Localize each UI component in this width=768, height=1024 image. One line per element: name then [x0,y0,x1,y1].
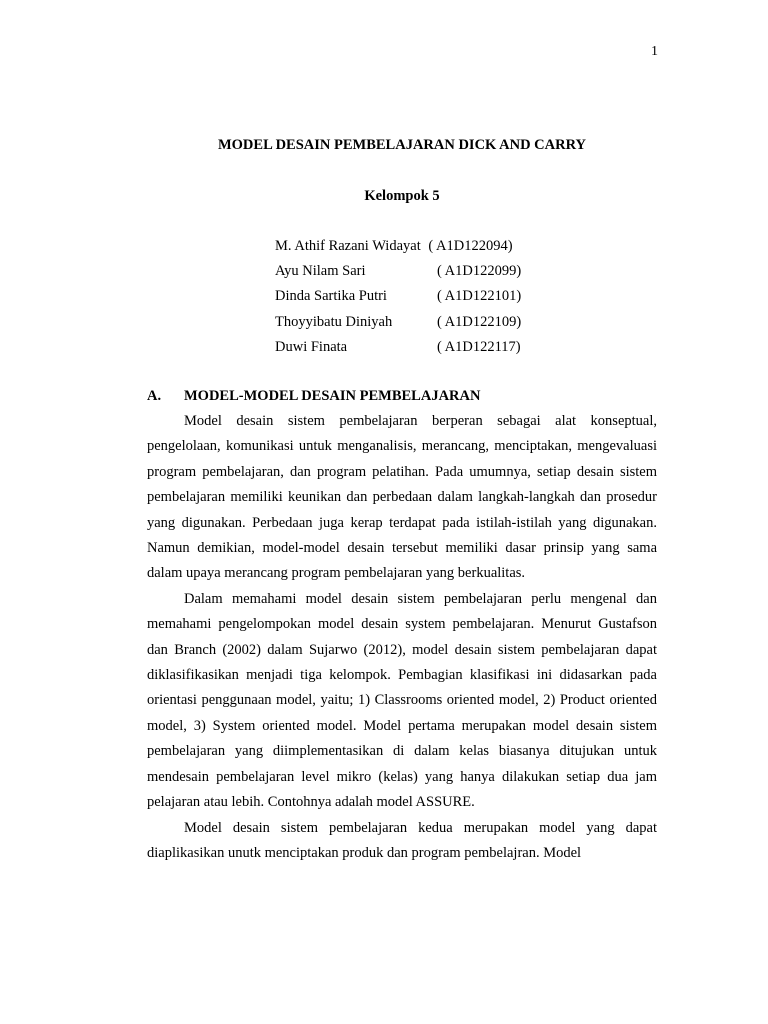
member-name: Ayu Nilam Sari [275,263,366,280]
section-letter: A. [147,388,162,404]
member-name: Duwi Finata [275,338,348,355]
member-id: ( A1D122109) [437,313,522,330]
body-paragraph: Dalam memahami model desain sistem pembelajaran perlu mengenal dan memahami pengelompokan model desain system pembelajaran. Menurut Gustafson dan Branch (2002) dalam Sujarwo (2012), model desain sistem pembelajaran dapat diklasifikasikan menjadi tiga kelompok. Pembagian klasifikasi ini didasarkan pada orientasi penggunaan model, yaitu; 1) Classrooms oriented model, 2) Product oriented model, 3) System oriented model. Model pertama merupakan model desain sistem pembelajaran yang diimplementasikan di dalam kelas biasanya ditujukan untuk mendesain pembelajaran level mikro (kelas) yang hanya dilakukan setiap dua jam pelajaran atau lebih. Contohnya adalah model ASSURE. [147,590,657,811]
member-row [275,312,522,337]
section-body [147,409,657,866]
section-heading [147,388,480,405]
member-id: ( A1D122101) [437,288,522,305]
member-name: Thoyyibatu Diniyah [275,313,393,330]
body-paragraph: Model desain sistem pembelajaran kedua merupakan model yang dapat diaplikasikan unutk menciptakan produk dan program pembelajran. Model [147,819,657,861]
member-id: ( A1D122099) [437,263,522,280]
document-title: MODEL DESAIN PEMBELAJARAN DICK AND CARRY [217,137,587,153]
page-number: 1 [651,44,658,59]
member-name: M. Athif Razani Widayat [275,238,421,254]
group-title: Kelompok 5 [364,188,440,204]
member-row [275,236,513,261]
member-id: ( A1D122117) [437,338,521,355]
member-row [275,261,522,286]
member-row [275,286,522,311]
body-paragraph: Model desain sistem pembelajaran berperan sebagai alat konseptual, pengelolaan, komunikasi untuk menganalisis, merancang, menciptakan, mengevaluasi program pembelajaran, dan program pelatihan. Pada umumnya, setiap desain sistem pembelajaran memiliki keunikan dan perbedaan dalam langkah-langkah dan prosedur yang digunakan. Perbedaan juga kerap terdapat pada istilah-istilah yang digunakan. Namun demikian, model-model desain tersebut memiliki dasar prinsip yang sama dalam upaya merancang program pembelajaran yang berkualitas. [147,413,657,582]
member-row [275,337,521,362]
member-id: ( A1D122094) [428,238,513,254]
section-heading-text: MODEL-MODEL DESAIN PEMBELAJARAN [184,388,481,404]
member-list [275,236,522,362]
member-name: Dinda Sartika Putri [275,288,387,305]
